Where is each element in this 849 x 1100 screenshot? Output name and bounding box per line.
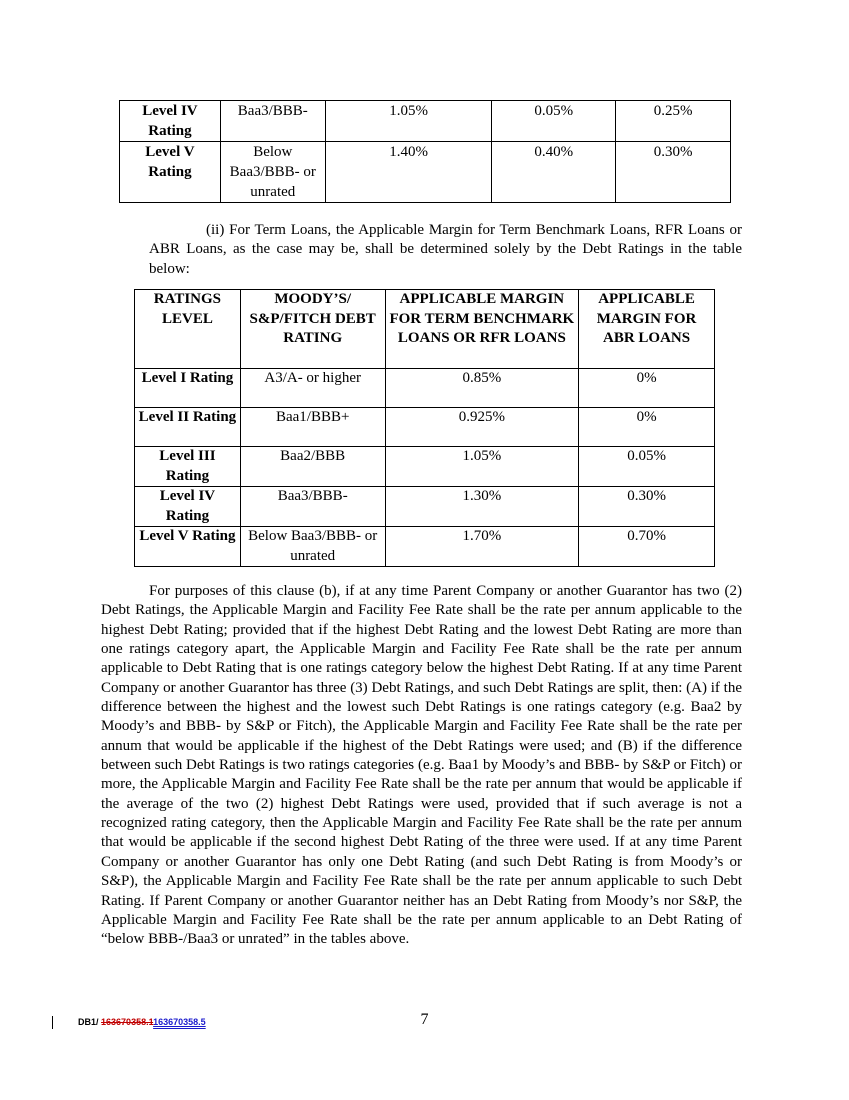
table-row xyxy=(120,142,731,203)
margin-cell: 0% xyxy=(579,369,715,408)
margin-cell: 1.05% xyxy=(385,447,579,487)
margin-cell: 1.40% xyxy=(325,142,492,203)
debt-rating-cell: Below Baa3/BBB- or unrated xyxy=(220,142,325,203)
table-header-row xyxy=(135,290,715,369)
margin-cell: 0.85% xyxy=(385,369,579,408)
rating-level-cell: Level IV Rating xyxy=(120,101,221,142)
margin-cell: 0% xyxy=(579,408,715,447)
change-bar xyxy=(52,1016,53,1029)
margin-cell: 0.925% xyxy=(385,408,579,447)
term-loan-margin-table xyxy=(134,289,715,567)
debt-rating-cell: A3/A- or higher xyxy=(240,369,385,408)
rating-level-cell: Level IV Rating xyxy=(135,487,241,527)
fee-cell: 0.30% xyxy=(616,142,731,203)
document-id-deleted: 163670358.1 xyxy=(101,1017,154,1027)
rating-level-cell: Level II Rating xyxy=(135,408,241,447)
debt-rating-cell: Baa3/BBB- xyxy=(220,101,325,142)
margin-cell: 0.30% xyxy=(579,487,715,527)
margin-cell: 1.05% xyxy=(325,101,492,142)
revolving-margin-table xyxy=(119,100,731,203)
header-ratings-level: RATINGS LEVEL xyxy=(135,290,241,369)
margin-cell: 0.05% xyxy=(492,101,616,142)
header-term-benchmark-margin: APPLICABLE MARGIN FOR TERM BENCHMARK LOANS OR RFR LOANS xyxy=(385,290,579,369)
table-row xyxy=(135,487,715,527)
term-loans-paragraph: (ii) For Term Loans, the Applicable Margin for Term Benchmark Loans, RFR Loans or ABR Loans, as the case may be, shall be determined solely by the Debt Ratings in the table below: xyxy=(149,222,742,277)
debt-rating-cell: Baa1/BBB+ xyxy=(240,408,385,447)
margin-cell: 0.40% xyxy=(492,142,616,203)
rating-level-cell: Level V Rating xyxy=(135,527,241,567)
document-id-inserted: 163670358.5 xyxy=(153,1017,206,1027)
table-row xyxy=(135,527,715,567)
margin-cell: 1.70% xyxy=(385,527,579,567)
document-id-footer xyxy=(78,1017,206,1027)
margin-cell: 0.05% xyxy=(579,447,715,487)
rating-level-cell: Level V Rating xyxy=(120,142,221,203)
table-row xyxy=(135,447,715,487)
margin-cell: 1.30% xyxy=(385,487,579,527)
margin-cell: 0.70% xyxy=(579,527,715,567)
debt-rating-cell: Baa3/BBB- xyxy=(240,487,385,527)
table-row xyxy=(120,101,731,142)
header-debt-rating: MOODY’S/ S&P/FITCH DEBT RATING xyxy=(240,290,385,369)
page-number: 7 xyxy=(420,1011,429,1028)
table-row xyxy=(135,408,715,447)
fee-cell: 0.25% xyxy=(616,101,731,142)
debt-rating-cell: Below Baa3/BBB- or unrated xyxy=(240,527,385,567)
split-ratings-paragraph: For purposes of this clause (b), if at any time Parent Company or another Guarantor has two (2) Debt Ratings, the Applicable Margin and Facility Fee Rate shall be the rate per annum applicable to the highest Debt Rating; provided that if the highest Debt Rating and the lowest Debt Rating are more than one ratings category apart, the Applicable Margin and Facility Fee Rate shall be the rate per annum applicable to Debt Rating that is one ratings category below the highest Debt Rating. If at any time Parent Company or another Guarantor has three (3) Debt Ratings, and such Debt Ratings are split, then: (A) if the difference between the highest and the lowest such Debt Ratings is one ratings category (e.g. Baa2 by Moody’s and BBB- by S&P or Fitch), the Applicable Margin and Facility Fee Rate shall be the rate per annum that would be applicable if the highest of the Debt Ratings were used; and (B) if the difference between such Debt Ratings is two ratings categories (e.g. Baa1 by Moody’s and BBB- by S&P or Fitch) or more, the Applicable Margin and Facility Fee Rate shall be the rate per annum that would be applicable if the average of the two (2) highest Debt Ratings were used, provided that if such average is not a recognized rating category, then the Applicable Margin and Facility Fee Rate shall be the rate per annum that would be applicable if the second highest Debt Rating of the three were used. If at any time Parent Company or another Guarantor has only one Debt Rating (and such Debt Rating is from Moody’s or S&P), the Applicable Margin and Facility Fee Rate shall be the rate per annum applicable to such Debt Rating. If Parent Company or another Guarantor neither has an Debt Rating from Moody’s nor S&P, the Applicable Margin and Facility Fee Rate shall be the rate per annum applicable to an Debt Rating of “below BBB-/Baa3 or unrated” in the tables above. xyxy=(101,583,742,948)
table-row xyxy=(135,369,715,408)
document-id-prefix: DB1/ xyxy=(78,1017,99,1027)
debt-rating-cell: Baa2/BBB xyxy=(240,447,385,487)
rating-level-cell: Level III Rating xyxy=(135,447,241,487)
header-abr-margin: APPLICABLE MARGIN FOR ABR LOANS xyxy=(579,290,715,369)
rating-level-cell: Level I Rating xyxy=(135,369,241,408)
